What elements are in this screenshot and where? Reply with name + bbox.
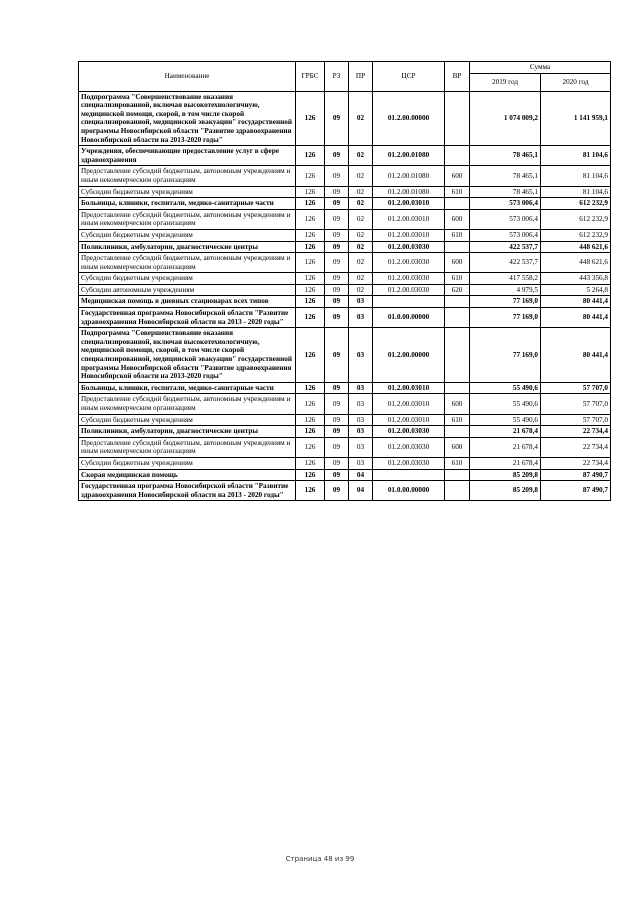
row-sum-2019: 422 537,7 <box>470 241 541 253</box>
row-sum-2019: 21 678,4 <box>470 426 541 438</box>
row-sum-2019: 21 678,4 <box>470 457 541 469</box>
row-pr: 03 <box>349 296 373 308</box>
table-row <box>79 296 611 308</box>
row-name: Предоставление субсидий бюджетным, автономным учреждениям и иным некоммерческим организациям <box>79 209 296 229</box>
row-name: Субсидии бюджетным учреждениям <box>79 273 296 285</box>
row-rz: 09 <box>325 437 349 457</box>
row-pr: 02 <box>349 166 373 186</box>
row-csr: 01.2.00.01080 <box>373 186 445 198</box>
table-row <box>79 198 611 210</box>
row-rz: 09 <box>325 308 349 328</box>
row-vr: 610 <box>445 414 470 426</box>
table-row <box>79 146 611 166</box>
row-sum-2020: 57 707,0 <box>541 382 611 394</box>
row-name: Субсидии бюджетным учреждениям <box>79 457 296 469</box>
row-pr: 04 <box>349 469 373 481</box>
row-vr <box>445 198 470 210</box>
row-rz: 09 <box>325 382 349 394</box>
row-sum-2020: 87 490,7 <box>541 481 611 501</box>
row-rz: 09 <box>325 328 349 383</box>
row-rz: 09 <box>325 198 349 210</box>
header-pr: ПР <box>349 62 373 92</box>
row-csr: 01.2.00.01080 <box>373 146 445 166</box>
row-vr: 610 <box>445 229 470 241</box>
row-grbs: 126 <box>296 241 325 253</box>
row-grbs: 126 <box>296 328 325 383</box>
row-csr: 01.2.00.03030 <box>373 253 445 273</box>
row-grbs: 126 <box>296 308 325 328</box>
row-csr: 01.2.00.03010 <box>373 414 445 426</box>
row-rz: 09 <box>325 284 349 296</box>
table-row <box>79 166 611 186</box>
row-pr: 02 <box>349 146 373 166</box>
row-grbs: 126 <box>296 91 325 146</box>
row-grbs: 126 <box>296 146 325 166</box>
table-row <box>79 91 611 146</box>
row-vr <box>445 382 470 394</box>
row-sum-2020: 80 441,4 <box>541 296 611 308</box>
row-csr: 01.2.00.03030 <box>373 241 445 253</box>
header-year-2019: 2019 год <box>470 73 541 91</box>
row-sum-2020: 5 264,8 <box>541 284 611 296</box>
row-sum-2019: 55 490,6 <box>470 414 541 426</box>
row-name: Поликлиники, амбулатории, диагностические центры <box>79 241 296 253</box>
row-rz: 09 <box>325 209 349 229</box>
row-csr: 01.2.00.03030 <box>373 437 445 457</box>
row-sum-2020: 612 232,9 <box>541 198 611 210</box>
row-name: Субсидии бюджетным учреждениям <box>79 186 296 198</box>
row-vr: 610 <box>445 186 470 198</box>
row-sum-2020: 22 734,4 <box>541 426 611 438</box>
row-sum-2019: 21 678,4 <box>470 437 541 457</box>
row-csr: 01.2.00.03030 <box>373 426 445 438</box>
row-sum-2019: 573 006,4 <box>470 209 541 229</box>
row-sum-2019: 417 558,2 <box>470 273 541 285</box>
row-rz: 09 <box>325 253 349 273</box>
table-row <box>79 457 611 469</box>
row-sum-2019: 85 209,8 <box>470 481 541 501</box>
row-pr: 02 <box>349 229 373 241</box>
row-name: Государственная программа Новосибирской области "Развитие здравоохранения Новосибирской области на 2013 - 2020 годы" <box>79 481 296 501</box>
row-name: Подпрограмма "Совершенствование оказания специализированной, включая высокотехнологичную, медицинской помощи, скорой, в том числе скорой специализированной, медицинской эвакуации" государственной программы Новосибирской области "Развитие здравоохранения Новосибирской области на 2013-2020 годы" <box>79 91 296 146</box>
row-sum-2019: 78 465,1 <box>470 186 541 198</box>
row-sum-2019: 77 169,0 <box>470 296 541 308</box>
row-sum-2019: 77 169,0 <box>470 328 541 383</box>
row-name: Субсидии автономным учреждениям <box>79 284 296 296</box>
row-vr <box>445 308 470 328</box>
row-pr: 03 <box>349 437 373 457</box>
row-rz: 09 <box>325 229 349 241</box>
row-pr: 03 <box>349 308 373 328</box>
header-name: Наименование <box>79 62 296 92</box>
row-rz: 09 <box>325 481 349 501</box>
row-sum-2019: 55 490,6 <box>470 394 541 414</box>
row-grbs: 126 <box>296 394 325 414</box>
row-name: Предоставление субсидий бюджетным, автономным учреждениям и иным некоммерческим организациям <box>79 437 296 457</box>
row-sum-2020: 81 104,6 <box>541 166 611 186</box>
row-rz: 09 <box>325 426 349 438</box>
row-vr <box>445 426 470 438</box>
table-row <box>79 426 611 438</box>
page-number: Страница 48 из 99 <box>285 855 355 863</box>
row-vr <box>445 328 470 383</box>
row-sum-2020: 57 707,0 <box>541 414 611 426</box>
row-csr: 01.2.00.03010 <box>373 382 445 394</box>
header-csr: ЦСР <box>373 62 445 92</box>
row-csr: 01.0.00.00000 <box>373 481 445 501</box>
table-row <box>79 394 611 414</box>
row-grbs: 126 <box>296 186 325 198</box>
row-rz: 09 <box>325 296 349 308</box>
row-name: Предоставление субсидий бюджетным, автономным учреждениям и иным некоммерческим организациям <box>79 166 296 186</box>
row-pr: 03 <box>349 414 373 426</box>
row-csr <box>373 469 445 481</box>
table-row <box>79 284 611 296</box>
row-sum-2020: 612 232,9 <box>541 229 611 241</box>
row-sum-2020: 80 441,4 <box>541 308 611 328</box>
row-sum-2019: 422 537,7 <box>470 253 541 273</box>
row-name: Предоставление субсидий бюджетным, автономным учреждениям и иным некоммерческим организациям <box>79 394 296 414</box>
row-pr: 02 <box>349 198 373 210</box>
row-grbs: 126 <box>296 382 325 394</box>
row-csr: 01.2.00.03030 <box>373 284 445 296</box>
row-name: Субсидии бюджетным учреждениям <box>79 414 296 426</box>
row-csr: 01.2.00.00000 <box>373 91 445 146</box>
row-grbs: 126 <box>296 457 325 469</box>
header-year-2020: 2020 год <box>541 73 611 91</box>
row-pr: 02 <box>349 284 373 296</box>
row-name: Субсидии бюджетным учреждениям <box>79 229 296 241</box>
row-sum-2020: 443 356,8 <box>541 273 611 285</box>
table-row <box>79 469 611 481</box>
row-rz: 09 <box>325 394 349 414</box>
row-grbs: 126 <box>296 296 325 308</box>
row-grbs: 126 <box>296 253 325 273</box>
row-rz: 09 <box>325 469 349 481</box>
table-row <box>79 241 611 253</box>
row-csr: 01.2.00.01080 <box>373 166 445 186</box>
header-sum: Сумма <box>470 62 611 74</box>
row-grbs: 126 <box>296 284 325 296</box>
row-csr: 01.2.00.03030 <box>373 457 445 469</box>
row-pr: 02 <box>349 186 373 198</box>
table-row <box>79 273 611 285</box>
row-sum-2020: 87 490,7 <box>541 469 611 481</box>
row-grbs: 126 <box>296 198 325 210</box>
row-pr: 03 <box>349 457 373 469</box>
row-vr <box>445 91 470 146</box>
row-grbs: 126 <box>296 209 325 229</box>
row-csr: 01.2.00.03030 <box>373 273 445 285</box>
row-vr: 600 <box>445 437 470 457</box>
row-pr: 03 <box>349 382 373 394</box>
row-sum-2020: 448 621,6 <box>541 253 611 273</box>
header-grbs: ГРБС <box>296 62 325 92</box>
row-name: Больницы, клиники, госпитали, медико-санитарные части <box>79 198 296 210</box>
header-rz: РЗ <box>325 62 349 92</box>
row-pr: 03 <box>349 426 373 438</box>
row-csr: 01.2.00.03010 <box>373 198 445 210</box>
row-sum-2020: 80 441,4 <box>541 328 611 383</box>
row-rz: 09 <box>325 146 349 166</box>
row-grbs: 126 <box>296 414 325 426</box>
row-name: Больницы, клиники, госпитали, медико-санитарные части <box>79 382 296 394</box>
row-sum-2020: 1 141 959,1 <box>541 91 611 146</box>
row-name: Медицинская помощь в дневных стационарах всех типов <box>79 296 296 308</box>
row-vr <box>445 469 470 481</box>
row-vr: 600 <box>445 394 470 414</box>
row-csr: 01.2.00.00000 <box>373 328 445 383</box>
row-sum-2019: 85 209,8 <box>470 469 541 481</box>
row-sum-2019: 77 169,0 <box>470 308 541 328</box>
row-pr: 02 <box>349 209 373 229</box>
table-row <box>79 253 611 273</box>
row-name: Скорая медицинская помощь <box>79 469 296 481</box>
row-pr: 03 <box>349 394 373 414</box>
row-pr: 03 <box>349 328 373 383</box>
table-row <box>79 382 611 394</box>
table-row <box>79 328 611 383</box>
row-sum-2020: 81 104,6 <box>541 186 611 198</box>
row-grbs: 126 <box>296 273 325 285</box>
row-grbs: 126 <box>296 437 325 457</box>
row-sum-2019: 78 465,1 <box>470 146 541 166</box>
row-csr: 01.2.00.03010 <box>373 209 445 229</box>
row-grbs: 126 <box>296 469 325 481</box>
table-row <box>79 229 611 241</box>
row-grbs: 126 <box>296 166 325 186</box>
row-rz: 09 <box>325 186 349 198</box>
row-sum-2020: 612 232,9 <box>541 209 611 229</box>
row-rz: 09 <box>325 166 349 186</box>
budget-table <box>78 61 611 501</box>
row-vr <box>445 481 470 501</box>
row-rz: 09 <box>325 414 349 426</box>
row-sum-2019: 55 490,6 <box>470 382 541 394</box>
row-vr: 600 <box>445 166 470 186</box>
row-sum-2019: 573 006,4 <box>470 198 541 210</box>
row-sum-2020: 81 104,6 <box>541 146 611 166</box>
row-csr <box>373 296 445 308</box>
table-row <box>79 414 611 426</box>
table-body <box>79 91 611 501</box>
table-row <box>79 186 611 198</box>
row-pr: 02 <box>349 253 373 273</box>
row-sum-2020: 22 734,4 <box>541 437 611 457</box>
row-rz: 09 <box>325 273 349 285</box>
row-pr: 04 <box>349 481 373 501</box>
row-grbs: 126 <box>296 481 325 501</box>
table-row <box>79 308 611 328</box>
row-sum-2019: 573 006,4 <box>470 229 541 241</box>
row-pr: 02 <box>349 91 373 146</box>
table-row <box>79 437 611 457</box>
row-vr: 610 <box>445 457 470 469</box>
row-sum-2020: 22 734,4 <box>541 457 611 469</box>
row-vr <box>445 146 470 166</box>
row-sum-2019: 4 979,5 <box>470 284 541 296</box>
row-vr <box>445 296 470 308</box>
row-grbs: 126 <box>296 426 325 438</box>
row-name: Учреждения, обеспечивающие предоставление услуг в сфере здравоохранения <box>79 146 296 166</box>
row-vr: 620 <box>445 284 470 296</box>
row-csr: 01.0.00.00000 <box>373 308 445 328</box>
row-sum-2019: 1 074 009,2 <box>470 91 541 146</box>
row-csr: 01.2.00.03010 <box>373 394 445 414</box>
table-row <box>79 209 611 229</box>
table-row <box>79 481 611 501</box>
row-grbs: 126 <box>296 229 325 241</box>
row-name: Подпрограмма "Совершенствование оказания специализированной, включая высокотехнологичную, медицинской помощи, скорой, в том числе скорой специализированной, медицинской эвакуации" государственной программы Новосибирской области "Развитие здравоохранения Новосибирской области на 2013-2020 годы" <box>79 328 296 383</box>
row-sum-2020: 57 707,0 <box>541 394 611 414</box>
row-rz: 09 <box>325 91 349 146</box>
header-vr: ВР <box>445 62 470 92</box>
row-vr: 600 <box>445 253 470 273</box>
row-sum-2019: 78 465,1 <box>470 166 541 186</box>
row-sum-2020: 448 621,6 <box>541 241 611 253</box>
row-name: Поликлиники, амбулатории, диагностические центры <box>79 426 296 438</box>
row-rz: 09 <box>325 241 349 253</box>
row-vr: 610 <box>445 273 470 285</box>
row-name: Государственная программа Новосибирской области "Развитие здравоохранения Новосибирской области на 2013 - 2020 годы" <box>79 308 296 328</box>
row-vr <box>445 241 470 253</box>
row-csr: 01.2.00.03010 <box>373 229 445 241</box>
row-pr: 02 <box>349 241 373 253</box>
row-rz: 09 <box>325 457 349 469</box>
row-pr: 02 <box>349 273 373 285</box>
row-name: Предоставление субсидий бюджетным, автономным учреждениям и иным некоммерческим организациям <box>79 253 296 273</box>
row-vr: 600 <box>445 209 470 229</box>
